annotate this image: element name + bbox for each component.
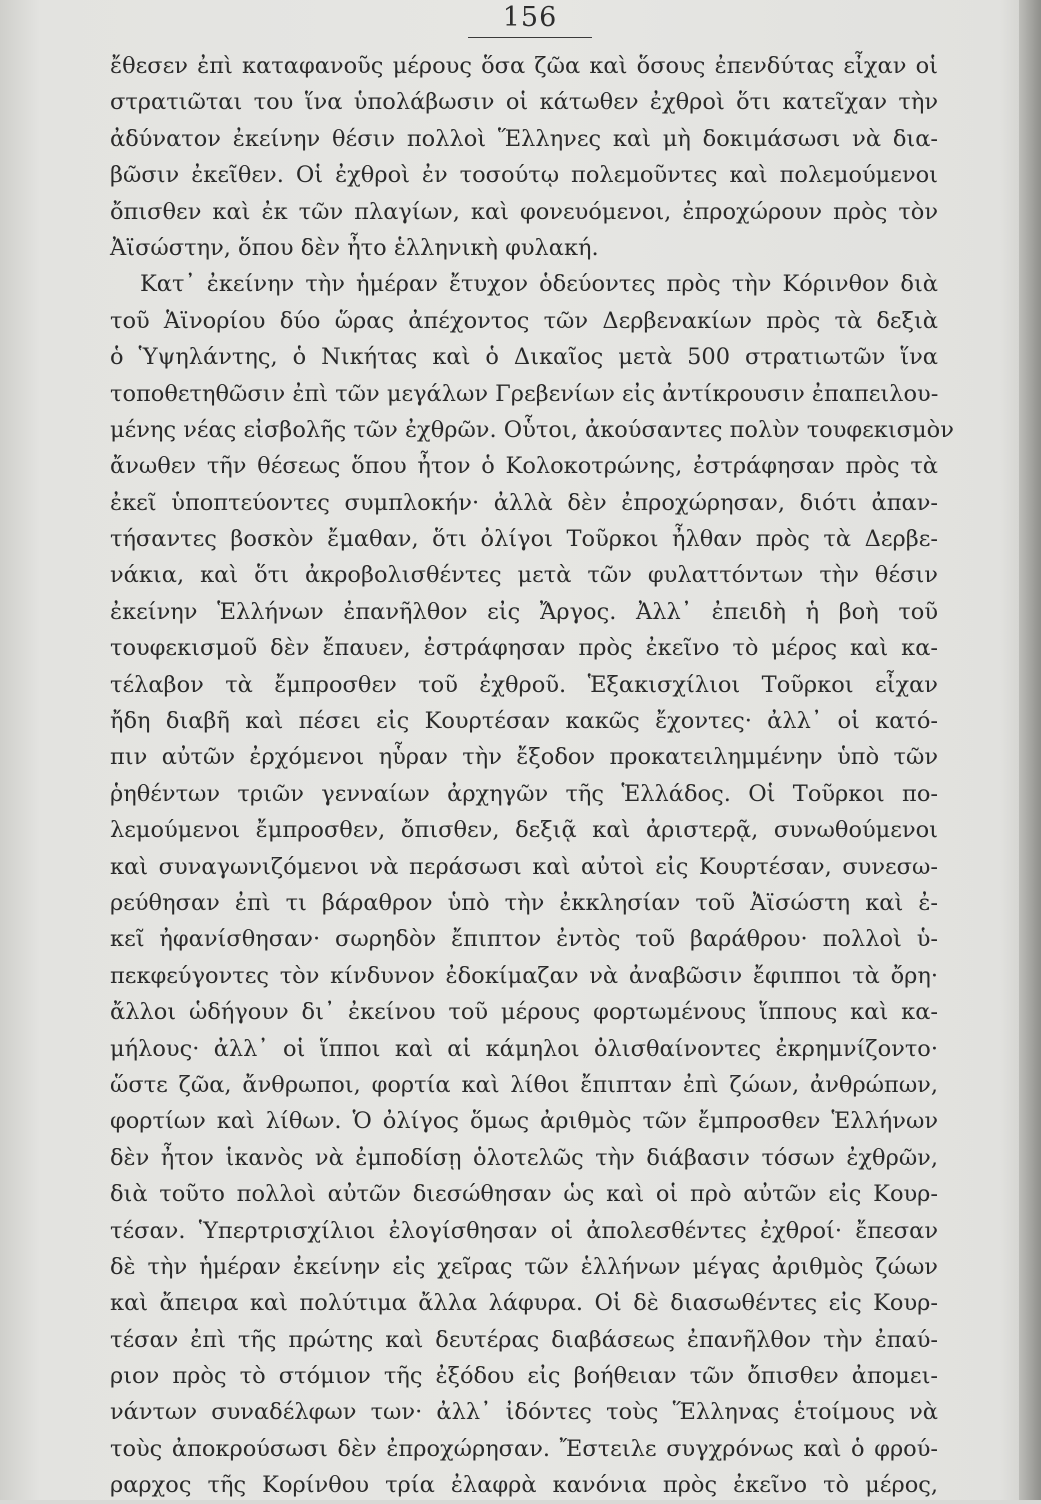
- text-line: τοὺς ἀποκρούσωσι δὲν ἐπροχώρησαν. Ἔστειλε συγχρόνως καὶ ὁ φρού-: [110, 1435, 938, 1462]
- text-line: ρεύθησαν ἐπὶ τι βάραθρον ὑπὸ τὴν ἐκκλησίαν τοῦ Ἀϊσώστη καὶ ἐ-: [110, 889, 938, 916]
- text-line: τοποθετηθῶσιν ἐπὶ τῶν μεγάλων Γρεβενίων εἰς ἀντίκρουσιν ἐπαπειλου-: [110, 380, 939, 407]
- text-line: τήσαντες βοσκὸν ἔμαθαν, ὅτι ὀλίγοι Τοῦρκοι ἦλθαν πρὸς τὰ Δερβε-: [110, 526, 938, 553]
- text-line: νάντων συναδέλφων των· ἀλλ᾽ ἰδόντες τοὺς Ἕλληνας ἑτοίμους νὰ: [110, 1399, 938, 1426]
- text-line: μένης νέας εἰσβολῆς τῶν ἐχθρῶν. Οὗτοι, ἀκούσαντες πολὺν τουφεκισμὸν: [110, 416, 954, 443]
- text-line: ἄνωθεν τῆν θέσεως ὅπου ἦτον ὁ Κολοκοτρώνης, ἐστράφησαν πρὸς τὰ: [110, 453, 938, 480]
- text-line: δὲν ἦτον ἱκανὸς νὰ ἐμποδίσῃ ὁλοτελῶς τὴν διάβασιν τόσων ἐχθρῶν,: [110, 1144, 938, 1171]
- text-line: ἐκείνην Ἑλλήνων ἐπανῆλθον εἰς Ἄργος. Ἀλλ᾽ ἐπειδὴ ἡ βοὴ τοῦ: [110, 598, 938, 625]
- body-text: [110, 48, 954, 1504]
- text-line: καὶ συναγωνιζόμενοι νὰ περάσωσι καὶ αὐτοὶ εἰς Κουρτέσαν, συνεσω-: [110, 853, 938, 880]
- text-line: ὁ Ὑψηλάντης, ὁ Νικήτας καὶ ὁ Δικαῖος μετὰ 500 στρατιωτῶν ἵνα: [110, 344, 938, 371]
- text-line: τέσαν. Ὑπερτρισχίλιοι ἐλογίσθησαν οἱ ἀπολεσθέντες ἐχθροί· ἔπεσαν: [110, 1217, 938, 1244]
- text-line: ἤδη διαβῆ καὶ πέσει εἰς Κουρτέσαν κακῶς ἔχοντες· ἀλλ᾽ οἱ κατό-: [110, 708, 938, 735]
- text-line: νάκια, καὶ ὅτι ἀκροβολισθέντες μετὰ τῶν φυλαττόντων τὴν θέσιν: [110, 562, 938, 589]
- text-line: τέσαν ἐπὶ τῆς πρώτης καὶ δευτέρας διαβάσεως ἐπανῆλθον τὴν ἐπαύ-: [110, 1326, 938, 1353]
- text-line: πεκφεύγοντες τὸν κίνδυνον ἐδοκίμαζαν νὰ ἀναβῶσιν ἔφιπποι τὰ ὄρη·: [110, 962, 938, 989]
- text-line: λεμούμενοι ἔμπροσθεν, ὄπισθεν, δεξιᾷ καὶ ἀριστερᾷ, συνωθούμενοι: [110, 817, 938, 844]
- text-line: τέλαβον τὰ ἔμπροσθεν τοῦ ἐχθροῦ. Ἑξακισχίλιοι Τοῦρκοι εἶχαν: [110, 671, 938, 698]
- text-line: φορτίων καὶ λίθων. Ὁ ὀλίγος ὅμως ἀριθμὸς τῶν ἔμπροσθεν Ἑλλήνων: [110, 1108, 938, 1135]
- page-number-rule: [468, 37, 592, 38]
- text-line: δὲ τὴν ἡμέραν ἐκείνην εἰς χεῖρας τῶν ἑλλήνων μέγας ἀριθμὸς ζώων: [110, 1253, 938, 1280]
- page-number: 156: [502, 2, 558, 33]
- text-line: ἐκεῖ ὑποπτεύοντες συμπλοκήν· ἀλλὰ δὲν ἐπροχώρησαν, διότι ἀπαν-: [110, 489, 938, 516]
- text-line: τουφεκισμοῦ δὲν ἔπαυεν, ἐστράφησαν πρὸς ἐκεῖνο τὸ μέρος καὶ κα-: [110, 635, 938, 662]
- text-line: στρατιῶται του ἵνα ὑπολάβωσιν οἱ κάτωθεν ἐχθροὶ ὅτι κατεῖχαν τὴν: [110, 89, 938, 116]
- text-line: ῥηθέντων τριῶν γενναίων ἀρχηγῶν τῆς Ἑλλάδος. Οἱ Τοῦρκοι πο-: [110, 780, 938, 807]
- text-line: διὰ τοῦτο πολλοὶ αὐτῶν διεσώθησαν ὡς καὶ οἱ πρὸ αὐτῶν εἰς Κουρ-: [110, 1181, 938, 1208]
- text-line: ραρχος τῆς Κορίνθου τρία ἐλαφρὰ κανόνια πρὸς ἐκεῖνο τὸ μέρος,: [110, 1472, 938, 1499]
- text-line: κεῖ ἠφανίσθησαν· σωρηδὸν ἔπιπτον ἐντὸς τοῦ βαράθρου· πολλοὶ ὑ-: [110, 926, 938, 953]
- text-line: μήλους· ἀλλ᾽ οἱ ἵπποι καὶ αἱ κάμηλοι ὀλισθαίνοντες ἐκρημνίζοντο·: [110, 1035, 938, 1062]
- paragraph-start-line: Κατ᾽ ἐκείνην τὴν ἡμέραν ἔτυχον ὁδεύοντες πρὸς τὴν Κόρινθον διὰ: [140, 271, 938, 298]
- text-line: καὶ ἄπειρα καὶ πολύτιμα ἄλλα λάφυρα. Οἱ δὲ διασωθέντες εἰς Κουρ-: [110, 1290, 938, 1317]
- text-line: ἄλλοι ὡδήγουν δι᾽ ἐκείνου τοῦ μέρους φορτωμένους ἵππους καὶ κα-: [110, 999, 938, 1026]
- page-edge-shadow: [1019, 0, 1041, 1500]
- text-line: ὄπισθεν καὶ ἐκ τῶν πλαγίων, καὶ φονευόμενοι, ἐπροχώρουν πρὸς τὸν: [110, 198, 938, 225]
- text-line: ἀδύνατον ἐκείνην θέσιν πολλοὶ Ἕλληνες καὶ μὴ δοκιμάσωσι νὰ δια-: [110, 125, 938, 152]
- paragraph-end-line: Ἀϊσώστην, ὅπου δὲν ἦτο ἑλληνικὴ φυλακή.: [110, 234, 599, 261]
- text-line: τοῦ Ἁϊνορίου δύο ὥρας ἀπέχοντος τῶν Δερβενακίων πρὸς τὰ δεξιὰ: [110, 307, 938, 334]
- text-line: ἔθεσεν ἐπὶ καταφανοῦς μέρους ὅσα ζῶα καὶ ὅσους ἐπενδύτας εἶχαν οἱ: [110, 53, 938, 79]
- text-line: ριον πρὸς τὸ στόμιον τῆς ἐξόδου εἰς βοήθειαν τῶν ὄπισθεν ἀπομει-: [110, 1363, 938, 1390]
- text-line: ὥστε ζῶα, ἄνθρωποι, φορτία καὶ λίθοι ἔπιπταν ἐπὶ ζώων, ἀνθρώπων,: [110, 1071, 938, 1098]
- text-line: πιν αὐτῶν ἐρχόμενοι ηὗραν τὴν ἔξοδον προκατειλημμένην ὑπὸ τῶν: [110, 744, 938, 771]
- text-line: βῶσιν ἐκεῖθεν. Οἱ ἐχθροὶ ἐν τοσούτῳ πολεμοῦντες καὶ πολεμούμενοι: [110, 162, 938, 189]
